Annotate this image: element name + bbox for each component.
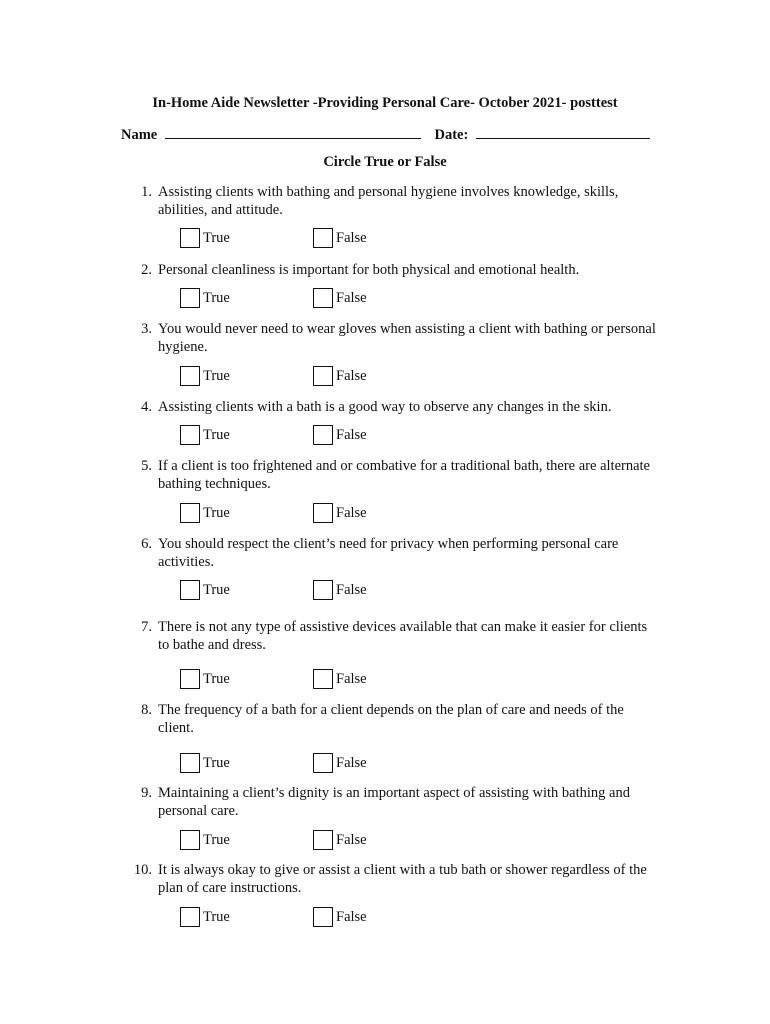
false-checkbox[interactable] [313,425,333,445]
true-option[interactable] [180,502,230,524]
question-text: Maintaining a client’s dignity is an important aspect of assisting with bathing and personal care. [158,785,630,819]
false-checkbox[interactable] [313,503,333,523]
question-text: Assisting clients with bathing and personal hygiene involves knowledge, skills, abilities, and attitude. [158,184,619,218]
question-number: 5. [141,458,152,474]
true-checkbox[interactable] [180,288,200,308]
question-number: 4. [141,399,152,415]
false-option[interactable] [313,752,367,774]
true-option[interactable] [180,287,230,309]
false-checkbox[interactable] [313,907,333,927]
question-number: 1. [141,184,152,200]
true-option[interactable] [180,752,230,774]
false-label: False [336,831,367,848]
true-option[interactable] [180,424,230,446]
question-number: 6. [141,536,152,552]
question-text: Personal cleanliness is important for both physical and emotional health. [158,262,580,278]
false-label: False [336,581,367,598]
false-option[interactable] [313,227,367,249]
true-checkbox[interactable] [180,580,200,600]
true-option[interactable] [180,365,230,387]
false-option[interactable] [313,906,367,928]
name-field[interactable] [165,124,421,139]
true-checkbox[interactable] [180,228,200,248]
false-label: False [336,289,367,306]
true-label: True [203,426,230,443]
false-label: False [336,229,367,246]
true-label: True [203,831,230,848]
true-checkbox[interactable] [180,830,200,850]
question-text: You should respect the client’s need for privacy when performing personal care activities. [158,536,619,570]
true-option[interactable] [180,227,230,249]
question-number: 8. [141,702,152,718]
question-number: 7. [141,619,152,635]
true-label: True [203,581,230,598]
true-label: True [203,908,230,925]
false-option[interactable] [313,668,367,690]
question-number: 9. [141,785,152,801]
false-label: False [336,754,367,771]
date-field[interactable] [476,124,650,139]
document-title: In-Home Aide Newsletter -Providing Personal Care- October 2021- posttest [152,95,618,111]
false-option[interactable] [313,424,367,446]
instruction-text: Circle True or False [323,154,447,170]
false-checkbox[interactable] [313,366,333,386]
false-checkbox[interactable] [313,830,333,850]
false-label: False [336,426,367,443]
false-option[interactable] [313,829,367,851]
false-label: False [336,367,367,384]
true-option[interactable] [180,829,230,851]
true-option[interactable] [180,668,230,690]
true-label: True [203,670,230,687]
false-label: False [336,504,367,521]
question-text: You would never need to wear gloves when assisting a client with bathing or personal hygiene. [158,321,656,355]
false-checkbox[interactable] [313,753,333,773]
true-checkbox[interactable] [180,669,200,689]
false-option[interactable] [313,579,367,601]
false-option[interactable] [313,365,367,387]
question-text: The frequency of a bath for a client depends on the plan of care and needs of the client. [158,702,624,736]
true-checkbox[interactable] [180,366,200,386]
date-label: Date: [434,127,469,143]
true-checkbox[interactable] [180,753,200,773]
question-number: 10. [133,862,152,878]
true-label: True [203,367,230,384]
true-checkbox[interactable] [180,907,200,927]
false-option[interactable] [313,502,367,524]
name-date-row [121,124,650,144]
question-number: 2. [141,262,152,278]
question-text: If a client is too frightened and or combative for a traditional bath, there are alternate bathing techniques. [158,458,650,492]
false-checkbox[interactable] [313,228,333,248]
question-text: It is always okay to give or assist a client with a tub bath or shower regardless of the plan of care instructions. [158,862,647,896]
question-text: There is not any type of assistive devices available that can make it easier for clients to bathe and dress. [158,619,648,653]
false-option[interactable] [313,287,367,309]
question-text: Assisting clients with a bath is a good way to observe any changes in the skin. [158,399,612,415]
false-checkbox[interactable] [313,288,333,308]
true-label: True [203,289,230,306]
true-option[interactable] [180,579,230,601]
question-number: 3. [141,321,152,337]
false-label: False [336,670,367,687]
name-label: Name [121,127,158,143]
true-label: True [203,229,230,246]
false-checkbox[interactable] [313,669,333,689]
false-label: False [336,908,367,925]
true-checkbox[interactable] [180,503,200,523]
true-checkbox[interactable] [180,425,200,445]
false-checkbox[interactable] [313,580,333,600]
true-label: True [203,504,230,521]
true-label: True [203,754,230,771]
true-option[interactable] [180,906,230,928]
